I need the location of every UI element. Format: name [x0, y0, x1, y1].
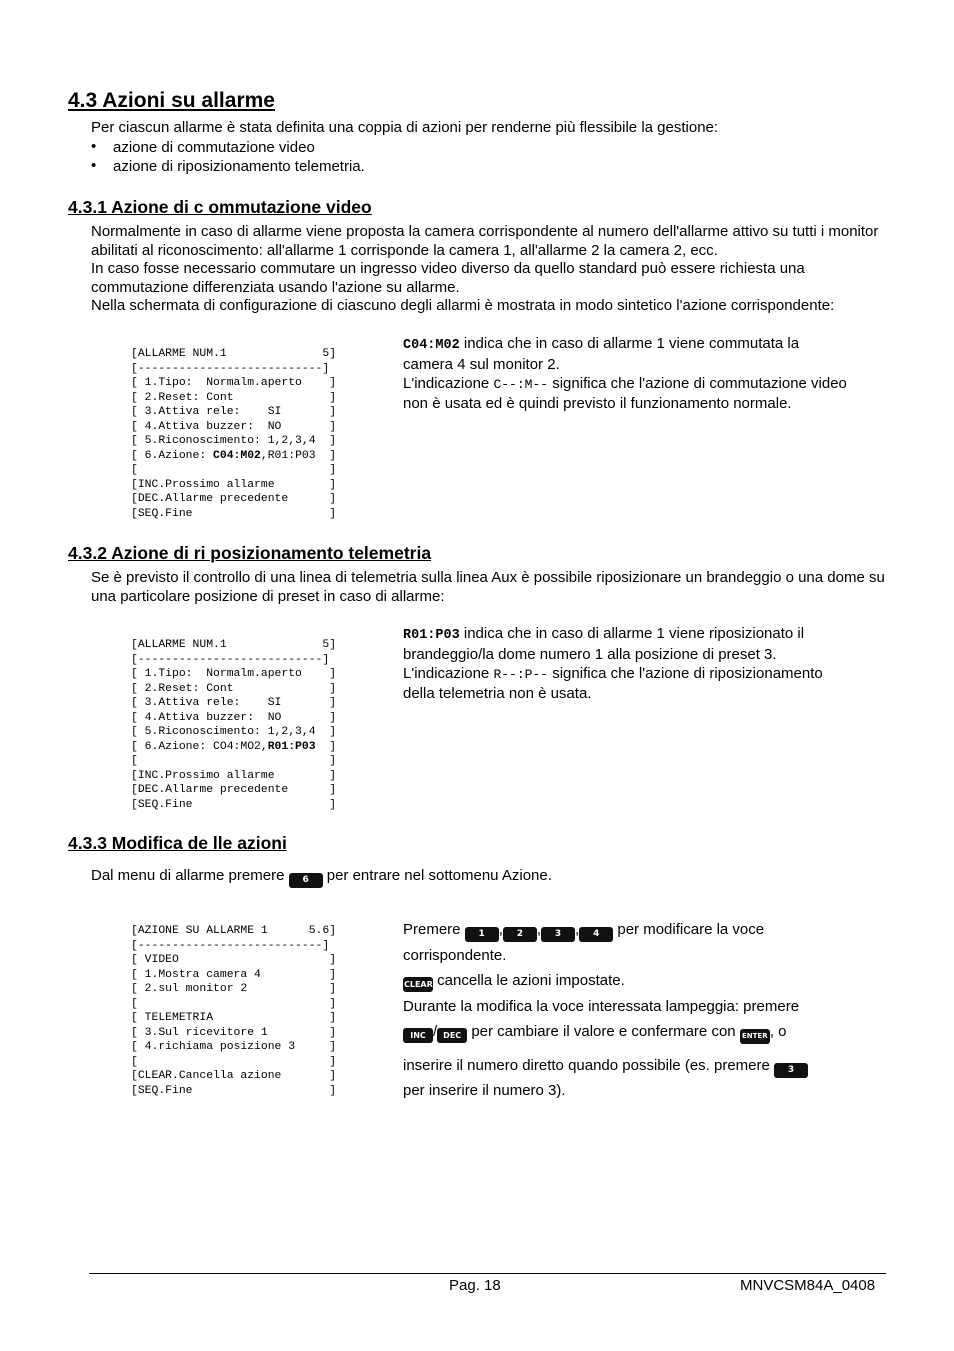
key-1-icon: 1 [465, 927, 499, 942]
subsection-title-telemetry: 4.3.2 Azione di ri posizionamento telemetria [68, 543, 432, 563]
screen-text: ] [ ] [INC.Prossimo allarme ] [DEC.Allarme precedente ] [SEQ.Fine ] [131, 740, 337, 812]
text: per entrare nel sottomenu Azione. [322, 867, 552, 884]
section-intro: Per ciascun allarme è stata definita una coppia di azioni per renderne più flessibile la gestione: [91, 119, 719, 136]
key-enter-icon: ENTER [740, 1029, 770, 1044]
modify-instructions [403, 917, 853, 1104]
document-code: MNVCSM84A_0408 [740, 1277, 876, 1294]
code-r-p: R--:P-- [493, 667, 549, 682]
key-dec-icon: DEC [437, 1028, 467, 1043]
desc-text: indica che in caso di allarme 1 viene commutata la camera 4 sul monitor 2. [403, 335, 800, 373]
screen-text: ,R01:P03 ] [ ] [INC.Prossimo allarme ] [DEC.Allarme precedente ] [SEQ.Fine ] [131, 449, 337, 521]
paragraph: Se è previsto il controllo di una linea di telemetria sulla linea Aux è possibile riposizionare un brandeggio o una dome su una particolare posizione di preset in caso di allarme: [91, 569, 885, 605]
text: / [433, 1023, 438, 1040]
key-3-icon: 3 [774, 1063, 808, 1078]
bullet-icon: • [91, 157, 97, 174]
instr-line: Durante la modifica la voce interessata lampeggia: premere [403, 997, 800, 1015]
telemetry-action-description [403, 624, 853, 703]
text: , [498, 921, 503, 938]
code-c-m: C--:M-- [493, 377, 549, 392]
paragraph: Normalmente in caso di allarme viene proposta la camera corrispondente al numero dell'allarme attivo su tutti i monitor abilitati al riconoscimento: all'allarme 1 corrisponde la camera 1, all'allarme 2 la camera 2, ecc. [91, 223, 879, 259]
page-number: Pag. 18 [449, 1277, 501, 1294]
text: , o [769, 1023, 787, 1040]
key-6-icon: 6 [289, 873, 323, 888]
instr-line: per inserire il numero 3). [403, 1082, 566, 1099]
paragraph [91, 867, 891, 888]
key-3-icon: 3 [541, 927, 575, 942]
desc-text: indica che in caso di allarme 1 viene riposizionato il brandeggio/la dome numero 1 alla posizione di preset 3. [403, 625, 805, 663]
text: inserire il numero diretto quando possibile (es. premere [403, 1056, 775, 1074]
instr-line [403, 1053, 853, 1079]
instr-line [403, 968, 853, 994]
subsection-title-video: 4.3.1 Azione di c ommutazione video [68, 197, 372, 217]
text: Premere [403, 921, 465, 938]
bullet-icon: • [91, 138, 97, 155]
instr-line: corrispondente. [403, 946, 507, 964]
footer-divider [89, 1273, 886, 1274]
text: , [575, 921, 580, 938]
text: Dal menu di allarme premere [91, 867, 289, 884]
key-2-icon: 2 [503, 927, 537, 942]
paragraph: Nella schermata di configurazione di ciascuno degli allarmi è mostrata in modo sintetico l'azione corrispondente: [91, 297, 835, 314]
alarm-config-screen-telemetry [131, 638, 336, 813]
desc-text: significa che l'azione di riposizionamento della telemetria non è usata. [403, 665, 823, 702]
key-inc-icon: INC [403, 1028, 433, 1043]
code-r01p03: R01:P03 [403, 628, 460, 643]
bullet-text: azione di riposizionamento telemetria. [113, 158, 365, 175]
text: per modificare la voce [613, 921, 765, 938]
paragraph: In caso fosse necessario commutare un ingresso video diverso da quello standard può essere richiesta una commutazione differenziata usando l'azione su allarme. [91, 260, 805, 296]
bullet-text: azione di commutazione video [113, 139, 315, 156]
text: per cambiare il valore e confermare con [467, 1023, 740, 1040]
key-clear-icon: CLEAR [403, 977, 433, 992]
subsection-title-modify: 4.3.3 Modifica de lle azioni [68, 833, 287, 853]
screen-highlight: C04:M02 [213, 449, 261, 462]
alarm-config-screen-video [131, 347, 336, 522]
code-c04m02: C04:M02 [403, 338, 460, 353]
section-title: 4.3 Azioni su allarme [68, 89, 275, 112]
key-4-icon: 4 [579, 927, 613, 942]
video-action-description [403, 334, 853, 413]
screen-text: [ALLARME NUM.1 5] [---------------------------] [ 1.Tipo: Normalm.aperto ] [ 2.Reset: Cont ] [ 3.Attiva rele: SI ] [ 4.Attiva buzzer: NO ] [ 5.Riconoscimento: 1,2,3,4 ] [ 6.Azione: [131, 348, 337, 462]
desc-text: significa che l'azione di commutazione video non è usata ed è quindi previsto il funzionamento normale. [403, 375, 847, 412]
desc-text: L'indicazione [403, 375, 494, 392]
text: , [536, 921, 542, 938]
screen-text: [ALLARME NUM.1 5] [---------------------------] [ 1.Tipo: Normalm.aperto ] [ 2.Reset: Cont ] [ 3.Attiva rele: SI ] [ 4.Attiva buzzer: NO ] [ 5.Riconoscimento: 1,2,3,4 ] [ 6.Azione: CO4:MO2, [131, 639, 337, 753]
desc-text: L'indicazione [403, 665, 494, 682]
instr-line [403, 917, 853, 943]
text: cancella le azioni impostate. [433, 972, 625, 989]
instr-line [403, 1019, 853, 1045]
action-submenu-screen: [AZIONE SU ALLARME 1 5.6] [---------------------------] [ VIDEO ] [ 1.Mostra camera 4 ] [ 2.sul monitor 2 ] [ ] [ TELEMETRIA ] [ 3.Sul ricevitore 1 ] [ 4.richiama posizione 3 ] [ ] [CLEAR.Cancella azione ] [SEQ.Fine ] [131, 925, 337, 1098]
screen-highlight: R01:P03 [267, 740, 316, 753]
